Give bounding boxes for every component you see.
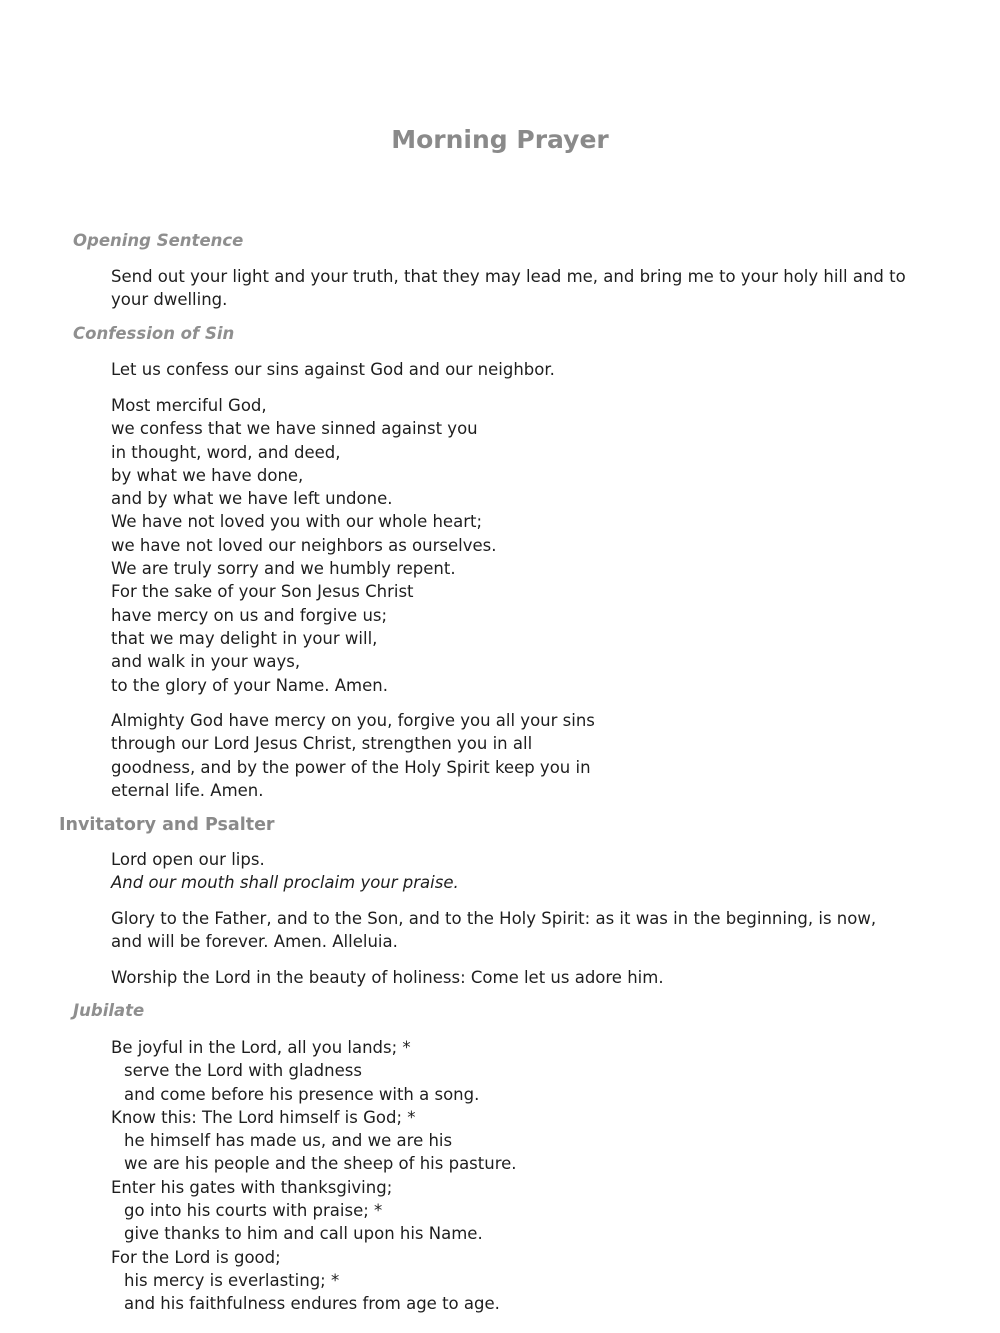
text-line: Almighty God have mercy on you, forgive you all your sins: [111, 711, 595, 730]
jubilate-psalm: [111, 1036, 911, 1316]
psalm-line: Enter his gates with thanksgiving;: [111, 1177, 393, 1197]
psalm-line: he himself has made us, and we are his: [124, 1131, 453, 1151]
psalm-line: we are his people and the sheep of his pasture.: [124, 1154, 517, 1174]
text-line: For the sake of your Son Jesus Christ: [111, 582, 414, 602]
text-line: and will be forever. Amen. Alleluia.: [111, 932, 398, 952]
text-line: Worship the Lord in the beauty of holiness: Come let us adore him.: [111, 968, 664, 987]
invitatory-heading: Invitatory and Psalter: [59, 815, 275, 835]
text-line: goodness, and by the power of the Holy Spirit keep you in: [111, 757, 591, 777]
confession-heading: Confession of Sin: [73, 324, 235, 343]
psalm-line: For the Lord is good;: [111, 1247, 281, 1267]
gloria-text: [111, 907, 911, 954]
text-line: and walk in your ways,: [111, 652, 301, 672]
text-line: through our Lord Jesus Christ, strengthen you in all: [111, 734, 533, 754]
text-line: We are truly sorry and we humbly repent.: [111, 559, 456, 579]
versicle-line: Lord open our lips.: [111, 850, 265, 869]
text-line: have mercy on us and forgive us;: [111, 605, 388, 625]
absolution-text: [111, 709, 911, 802]
antiphon-text: [111, 966, 911, 989]
text-line: to the glory of your Name. Amen.: [111, 675, 388, 695]
psalm-line: give thanks to him and call upon his Name.: [124, 1224, 483, 1244]
psalm-line: go into his courts with praise; *: [124, 1201, 383, 1221]
psalm-line: serve the Lord with gladness: [124, 1061, 362, 1081]
text-line: eternal life. Amen.: [111, 780, 264, 800]
text-line: Send out your light and your truth, that they may lead me, and bring me to your holy hill and to: [111, 267, 906, 286]
text-line: We have not loved you with our whole heart;: [111, 512, 483, 532]
psalm-line: Know this: The Lord himself is God; *: [111, 1107, 416, 1127]
text-line: we confess that we have sinned against you: [111, 419, 478, 439]
opening-sentence-heading: Opening Sentence: [73, 231, 244, 250]
text-line: by what we have done,: [111, 465, 304, 485]
text-line: Let us confess our sins against God and our neighbor.: [111, 360, 555, 379]
invitatory-versicles: [111, 848, 911, 895]
psalm-line: his mercy is everlasting; *: [124, 1270, 340, 1290]
response-line: And our mouth shall proclaim your praise.: [111, 873, 459, 893]
jubilate-heading: Jubilate: [73, 1001, 145, 1020]
text-line: and by what we have left undone.: [111, 489, 393, 509]
opening-sentence-text: [111, 265, 911, 312]
confession-invitation: [111, 358, 911, 381]
psalm-line: Be joyful in the Lord, all you lands; *: [111, 1038, 411, 1057]
text-line: that we may delight in your will,: [111, 628, 378, 648]
page-title: Morning Prayer: [391, 125, 609, 154]
text-line: Most merciful God,: [111, 396, 267, 415]
text-line: your dwelling.: [111, 290, 228, 310]
text-line: Glory to the Father, and to the Son, and to the Holy Spirit: as it was in the beginning, is now,: [111, 909, 877, 928]
psalm-line: and his faithfulness endures from age to age.: [124, 1294, 500, 1314]
psalm-line: and come before his presence with a song.: [124, 1084, 480, 1104]
text-line: we have not loved our neighbors as ourselves.: [111, 535, 497, 555]
confession-prayer: [111, 394, 911, 697]
text-line: in thought, word, and deed,: [111, 442, 341, 462]
